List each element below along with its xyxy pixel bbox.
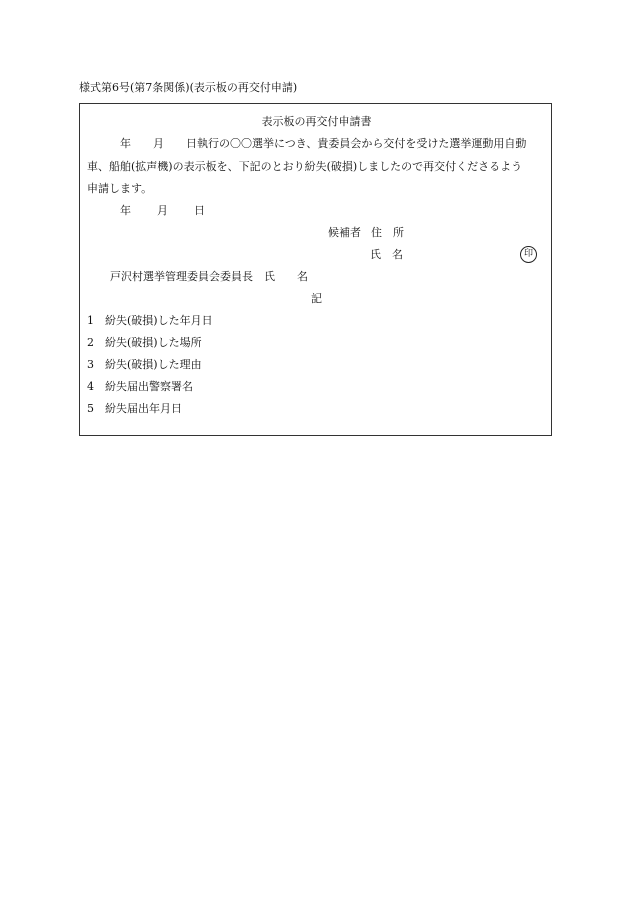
body-line-2: 車、船舶(拡声機)の表示板を、下記のとおり紛失(破損)しましたので再交付くださるよう: [87, 160, 523, 173]
item-text: 紛失(破損)した年月日: [105, 314, 213, 327]
application-form: [79, 103, 552, 436]
item-text: 紛失届出警察署名: [105, 380, 193, 393]
item-number: 5: [87, 402, 94, 415]
body-line-1: 年 月 日執行の〇〇選挙につき、貴委員会から交付を受けた選挙運動用自動: [120, 137, 527, 150]
addressee: 戸沢村選挙管理委員会委員長 氏 名: [110, 270, 308, 283]
candidate-label: 候補者: [328, 226, 361, 239]
applicant-address-row: [328, 227, 404, 238]
item-number: 1: [87, 314, 94, 327]
date-day: 日: [194, 204, 205, 217]
list-item: [87, 337, 202, 348]
form-number-label: 様式第6号(第7条関係)(表示板の再交付申請): [79, 81, 298, 94]
application-date: [120, 205, 205, 216]
list-item: [87, 315, 213, 326]
ki-heading: 記: [311, 292, 322, 305]
item-number: 4: [87, 380, 94, 393]
item-number: 3: [87, 358, 94, 371]
form-title: 表示板の再交付申請書: [261, 115, 372, 128]
seal-mark: 印: [520, 246, 537, 263]
list-item: [87, 359, 202, 370]
date-year: 年: [120, 204, 131, 217]
list-item: [87, 403, 182, 414]
date-month: 月: [157, 204, 168, 217]
address-label: 住 所: [371, 226, 404, 239]
name-label: 氏 名: [370, 248, 403, 261]
item-text: 紛失(破損)した場所: [105, 336, 202, 349]
body-line-3: 申請します。: [87, 182, 153, 195]
item-text: 紛失(破損)した理由: [105, 358, 202, 371]
item-number: 2: [87, 336, 94, 349]
item-text: 紛失届出年月日: [105, 402, 182, 415]
list-item: [87, 381, 193, 392]
